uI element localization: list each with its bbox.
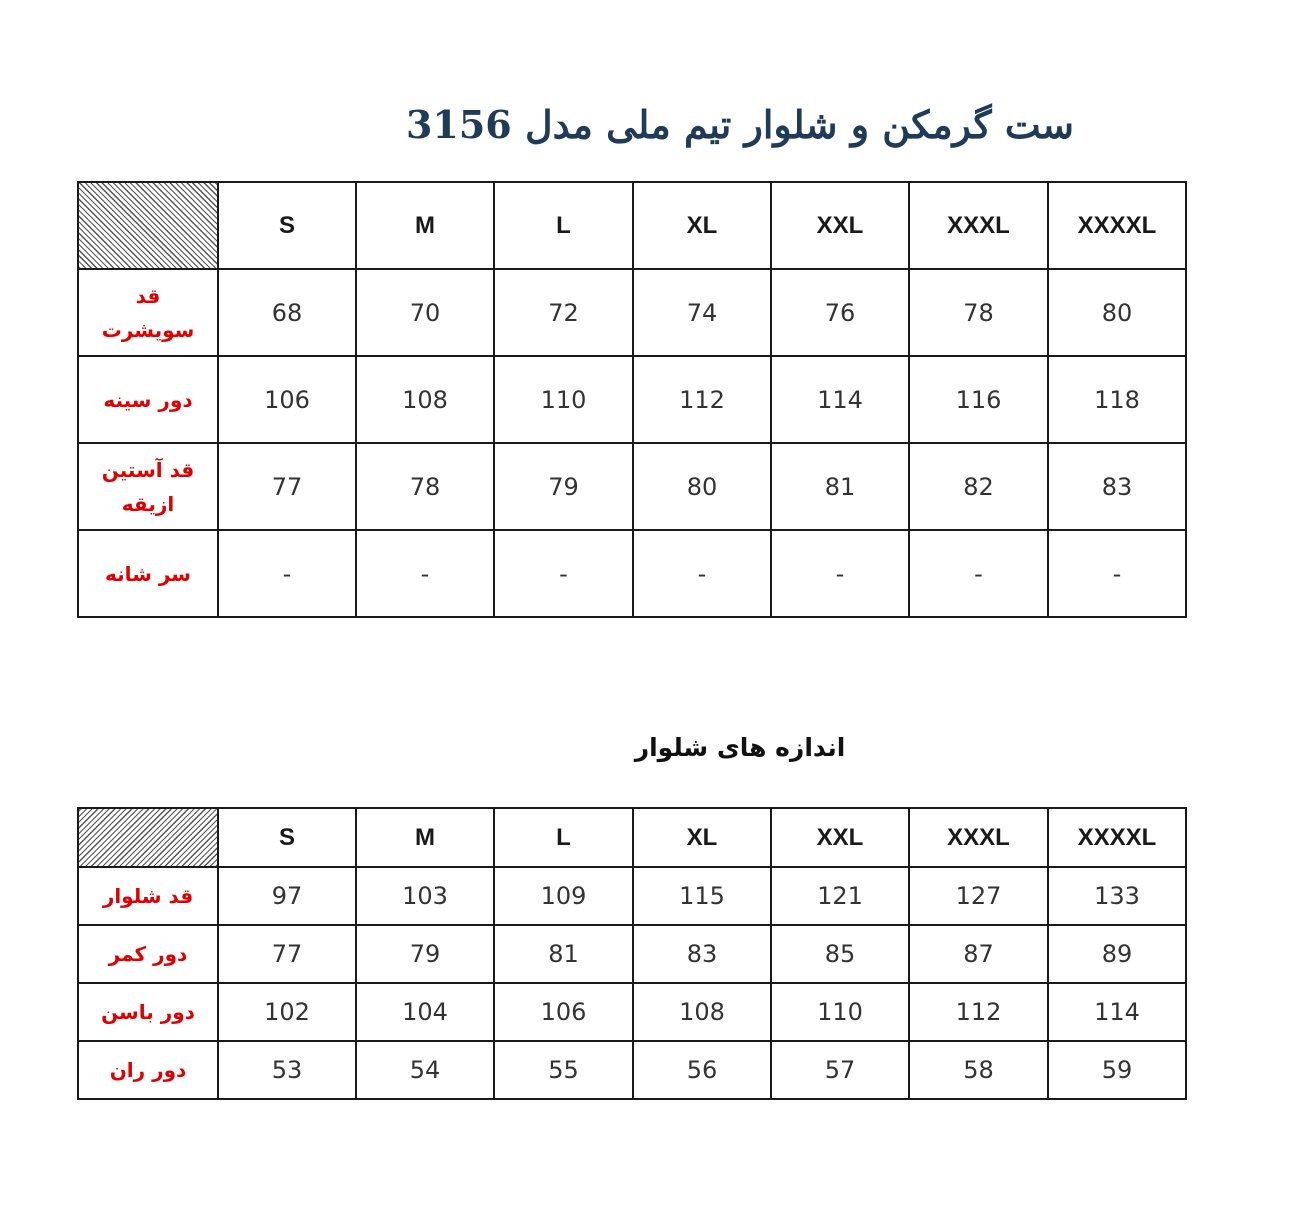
table-row: [78, 356, 1186, 443]
table-cell: 72: [494, 269, 633, 356]
table-cell: -: [494, 530, 633, 617]
table-cell: 118: [1048, 356, 1186, 443]
table-row: [78, 983, 1186, 1041]
table-cell: -: [1048, 530, 1186, 617]
row-label: دور ران: [78, 1041, 218, 1099]
table-cell: 81: [494, 925, 633, 983]
table-row: [78, 1041, 1186, 1099]
table-cell: -: [218, 530, 356, 617]
pants-section-title: اندازه های شلوار: [634, 733, 846, 762]
table-cell: 112: [633, 356, 771, 443]
table-cell: 70: [356, 269, 494, 356]
size-header: XXXL: [909, 182, 1048, 269]
row-label: دور سینه: [78, 356, 218, 443]
table-row: [78, 530, 1186, 617]
table-cell: 80: [633, 443, 771, 530]
table-cell: -: [771, 530, 909, 617]
table-cell: 78: [909, 269, 1048, 356]
table-cell: 78: [356, 443, 494, 530]
table-cell: 57: [771, 1041, 909, 1099]
row-label-text: قد آستین ازیقه: [101, 457, 195, 516]
size-header: M: [356, 182, 494, 269]
table-cell: -: [633, 530, 771, 617]
hatched-corner-cell: [78, 808, 218, 867]
table-cell: 53: [218, 1041, 356, 1099]
table-cell: 97: [218, 867, 356, 925]
table-cell: -: [356, 530, 494, 617]
table-cell: 102: [218, 983, 356, 1041]
table-cell: 127: [909, 867, 1048, 925]
size-header: XXL: [771, 808, 909, 867]
table-row: [78, 867, 1186, 925]
table-cell: 108: [633, 983, 771, 1041]
table-header-row: [78, 808, 1186, 867]
size-header: XL: [633, 808, 771, 867]
row-label: دور باسن: [78, 983, 218, 1041]
table-cell: 79: [356, 925, 494, 983]
table-row: [78, 443, 1186, 530]
table-cell: 54: [356, 1041, 494, 1099]
table-cell: 58: [909, 1041, 1048, 1099]
row-label-text: قد سویشرت: [101, 283, 195, 342]
table-cell: 103: [356, 867, 494, 925]
table-cell: 106: [494, 983, 633, 1041]
pants-size-table: [77, 807, 1187, 1100]
table-cell: 74: [633, 269, 771, 356]
size-header: S: [218, 808, 356, 867]
size-header: XXXXL: [1048, 808, 1186, 867]
size-header: XXL: [771, 182, 909, 269]
table-cell: 56: [633, 1041, 771, 1099]
table-cell: 87: [909, 925, 1048, 983]
size-header: XXXXL: [1048, 182, 1186, 269]
table-cell: 85: [771, 925, 909, 983]
table-cell: 83: [1048, 443, 1186, 530]
page-title: ست گرمکن و شلوار تیم ملی مدل 3156: [405, 102, 1074, 147]
table-cell: 121: [771, 867, 909, 925]
table-cell: 109: [494, 867, 633, 925]
table-cell: 112: [909, 983, 1048, 1041]
table-cell: 55: [494, 1041, 633, 1099]
size-header: M: [356, 808, 494, 867]
row-label: دور کمر: [78, 925, 218, 983]
hatched-corner-cell: [78, 182, 218, 269]
table-cell: 110: [771, 983, 909, 1041]
size-header: XXXL: [909, 808, 1048, 867]
table-cell: 133: [1048, 867, 1186, 925]
table-cell: 77: [218, 443, 356, 530]
table-cell: 106: [218, 356, 356, 443]
table-cell: 83: [633, 925, 771, 983]
table-cell: 77: [218, 925, 356, 983]
row-label: قد شلوار: [78, 867, 218, 925]
row-label: [78, 443, 218, 530]
table-cell: 68: [218, 269, 356, 356]
size-header: XL: [633, 182, 771, 269]
table-cell: 116: [909, 356, 1048, 443]
size-header: L: [494, 808, 633, 867]
table-cell: 114: [1048, 983, 1186, 1041]
table-cell: 82: [909, 443, 1048, 530]
row-label: [78, 269, 218, 356]
table-cell: -: [909, 530, 1048, 617]
table-cell: 81: [771, 443, 909, 530]
row-label: سر شانه: [78, 530, 218, 617]
table-cell: 76: [771, 269, 909, 356]
table-cell: 80: [1048, 269, 1186, 356]
table-cell: 104: [356, 983, 494, 1041]
table-cell: 114: [771, 356, 909, 443]
table-cell: 108: [356, 356, 494, 443]
table-row: [78, 269, 1186, 356]
table-header-row: [78, 182, 1186, 269]
table-cell: 59: [1048, 1041, 1186, 1099]
size-header: S: [218, 182, 356, 269]
table-cell: 89: [1048, 925, 1186, 983]
size-header: L: [494, 182, 633, 269]
top-size-table: [77, 181, 1187, 618]
table-cell: 115: [633, 867, 771, 925]
table-row: [78, 925, 1186, 983]
table-cell: 79: [494, 443, 633, 530]
table-cell: 110: [494, 356, 633, 443]
